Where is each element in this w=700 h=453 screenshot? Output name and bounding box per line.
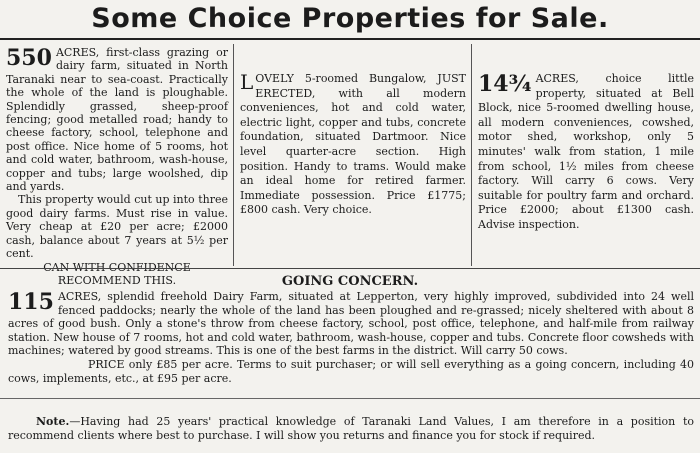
listing-text: ACRES, first-class grazing or dairy farm, situated in North Taranaki near to sea-coast. Practically the whole of the land is ploughable. Splendidly grassed, sheep-proof fencing; good metalled road; handy to cheese factory, school, telephone and post office. Nice home of 5 rooms, hot and cold water, bathroom, wash-house, copper and tubs; large woolshed, dip and yards. [6,46,228,194]
going-concern-heading: GOING CONCERN. [281,274,419,289]
listing-115-acres [8,290,694,385]
top-rule [0,38,700,40]
section-rule [0,268,700,269]
note-rule [0,398,700,399]
listing-text-2: This property would cut up into three good dairy farms. Must rise in value. Very cheap at £20 per acre; £2000 cash, balance about 7 years at 5½ per cent. [6,193,228,261]
column-divider [233,44,234,266]
listing-text: ACRES, splendid freehold Dairy Farm, situated at Lepperton, very highly improved, subdivided into 24 well fenced paddocks; nearly the whole of the land has been ploughed and re-grassed; nicely sheltered with about 8 acres of good bush. Only a stone's throw from cheese factory, school, post office, telephone, and half-mile from railway station. New house of 7 rooms, hot and cold water, bathroom, wash-house, copper and tubs. Concrete floor cowsheds with machines; watered by good streams. This is one of the best farms in the district. Will carry 50 cows. [8,290,694,358]
note-label: Note. [36,415,70,428]
note-text: —Having had 25 years' practical knowledge of Taranaki Land Values, I am therefore in a position to recommend clients where best to purchase. I will show you returns and finance you for stock if required. [8,415,694,442]
listing-number: 14¾ [478,71,532,97]
column-divider [471,44,472,266]
listing-550-acres [6,46,228,287]
listing-price: PRICE only £85 per acre. Terms to suit purchaser; or will sell everything as a going concern, including 40 cows, implements, etc., at £95 per acre. [8,357,694,385]
headline: Some Choice Properties for Sale. [91,3,609,34]
listing-text: OVELY 5-roomed Bungalow, JUST ERECTED, with all modern conveniences, hot and cold water, electric light, copper and tubs, concrete foundation, situated Dartmoor. Nice level quarter-acre section. High position. Handy to trams. Would make an ideal home for retired farmer. Immediate possession. Price £1775; £800 cash. Very choice. [240,72,466,217]
listing-initial: L [240,70,254,94]
listing-bungalow [240,72,466,218]
listing-number: 550 [6,45,52,71]
note [8,404,694,453]
listing-number: 115 [8,289,54,315]
listing-text: ACRES, choice little property, situated at Bell Block, nice 5-roomed dwelling house, all modern conveniences, cowshed, motor shed, workshop, only 5 minutes' walk from station, 1 mile from school, 1½ miles from cheese factory. Will carry 6 cows. Very suitable for poultry farm and orchard. Price £2000; about £1300 cash. Advise inspection. [478,72,694,231]
listing-recommend: CAN WITH CONFIDENCE RECOMMEND THIS. [43,260,191,287]
listing-14-acres [478,72,694,233]
